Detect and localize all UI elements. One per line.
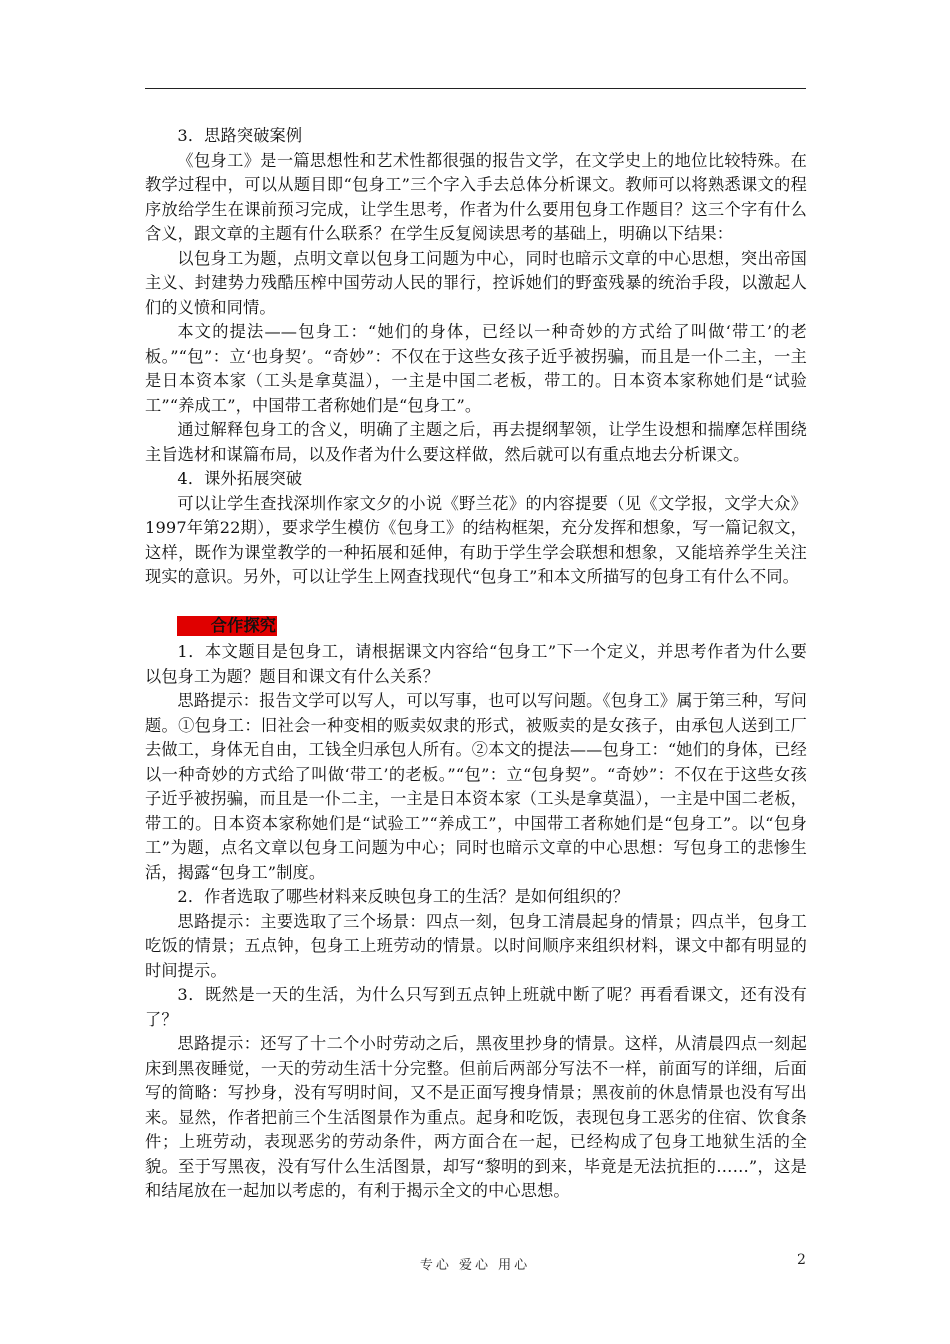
paragraph: 本文的提法——包身工：“她们的身体，已经以一种奇妙的方式给了叫做‘带工’的老板。”“包”：立‘也身契’。“奇妙”：不仅在于这些女孩子近乎被拐骗，而且是一仆二主，一主是日本资本家（工头是拿莫温），一主是中国二老板，带工的。日本资本家称她们是“试验工”“养成工”，中国带工者称她们是“包身工”。 (145, 322, 807, 415)
answer-hint-2: 思路提示：主要选取了三个场景：四点一刻，包身工清晨起身的情景；四点半，包身工吃饭的情景；五点钟，包身工上班劳动的情景。以时间顺序来组织材料，课文中都有明显的时间提示。 (145, 911, 807, 980)
paragraph: 通过解释包身工的含义，明确了主题之后，再去提纲挈领，让学生设想和揣摩怎样围绕主旨选材和谋篇布局，以及作者为什么要这样做，然后就可以有重点地去分析课文。 (145, 420, 807, 464)
subheading-extension: 4．课外拓展突破 (177, 469, 303, 488)
question-2: 2．作者选取了哪些材料来反映包身工的生活？是如何组织的？ (177, 887, 629, 906)
answer-hint-3: 思路提示：还写了十二个小时劳动之后，黑夜里抄身的情景。这样，从清晨四点一刻起床到黑夜睡觉，一天的劳动生活十分完整。但前后两部分写法不一样，前面写的详细，后面写的简略：写抄身，没有写明时间，又不是正面写搜身情景；黑夜前的休息情景也没有写出来。显然，作者把前三个生活图景作为重点。起身和吃饭，表现包身工恶劣的住宿、饮食条件；上班劳动，表现恶劣的劳动条件，两方面合在一起，已经构成了包身工地狱生活的全貌。至于写黑夜，没有写什么生活图景，却写“黎明的到来，毕竟是无法抗拒的……”，这是和结尾放在一起加以考虑的，有利于揭示全文的中心思想。 (145, 1034, 807, 1200)
subheading-case: 3．思路突破案例 (177, 126, 303, 145)
question-3: 3．既然是一天的生活，为什么只写到五点钟上班就中断了呢？再看看课文，还有没有了？ (145, 985, 807, 1029)
page-footer: 专心 爱心 用心 (419, 1258, 531, 1273)
section-tag-cooperative-inquiry: 合作探究 (177, 616, 277, 636)
page-number: 2 (797, 1252, 806, 1268)
paragraph: 《包身工》是一篇思想性和艺术性都很强的报告文学，在文学史上的地位比较特殊。在教学过程中，可以从题目即“包身工”三个字入手去总体分析课文。教师可以将熟悉课文的程序放给学生在课前预习完成，让学生思考，作者为什么要用包身工作题目？这三个字有什么含义，跟文章的主题有什么联系？在学生反复阅读思考的基础上，明确以下结果： (145, 150, 807, 243)
paragraph: 可以让学生查找深圳作家文夕的小说《野兰花》的内容提要（见《文学报，文学大众》1997年第22期），要求学生模仿《包身工》的结构框架，充分发挥和想象，写一篇记叙文，这样，既作为课堂教学的一种拓展和延伸，有助于学生学会联想和想象，又能培养学生关注现实的意识。另外，可以让学生上网查找现代“包身工”和本文所描写的包身工有什么不同。 (145, 493, 807, 586)
document-body (145, 124, 807, 1204)
paragraph: 以包身工为题，点明文章以包身工问题为中心，同时也暗示文章的中心思想，突出帝国主义、封建势力残酷压榨中国劳动人民的罪行，控诉她们的野蛮残暴的统治手段，以激起人们的义愤和同情。 (145, 248, 807, 317)
section-tag-line (145, 614, 807, 639)
question-1: 1．本文题目是包身工，请根据课文内容给“包身工”下一个定义，并思考作者为什么要以包身工为题？题目和课文有什么关系？ (145, 642, 807, 686)
answer-hint-1: 思路提示：报告文学可以写人，可以写事，也可以写问题。《包身工》属于第三种，写问题。①包身工：旧社会一种变相的贩卖奴隶的形式，被贩卖的是女孩子，由承包人送到工厂去做工，身体无自由，工钱全归承包人所有。②本文的提法——包身工：“她们的身体，已经以一种奇妙的方式给了叫做‘带工’的老板。”“包”：立“包身契”。“奇妙”：不仅在于这些女孩子近乎被拐骗，而且是一仆二主，一主是日本资本家（工头是拿莫温），一主是中国二老板，带工的。日本资本家称她们是“试验工”“养成工”，中国带工者称她们是“包身工”。以“包身工”为题，点名文章以包身工问题为中心；同时也暗示文章的中心思想：写包身工的悲惨生活，揭露“包身工”制度。 (145, 691, 807, 882)
header-rule (145, 88, 806, 89)
